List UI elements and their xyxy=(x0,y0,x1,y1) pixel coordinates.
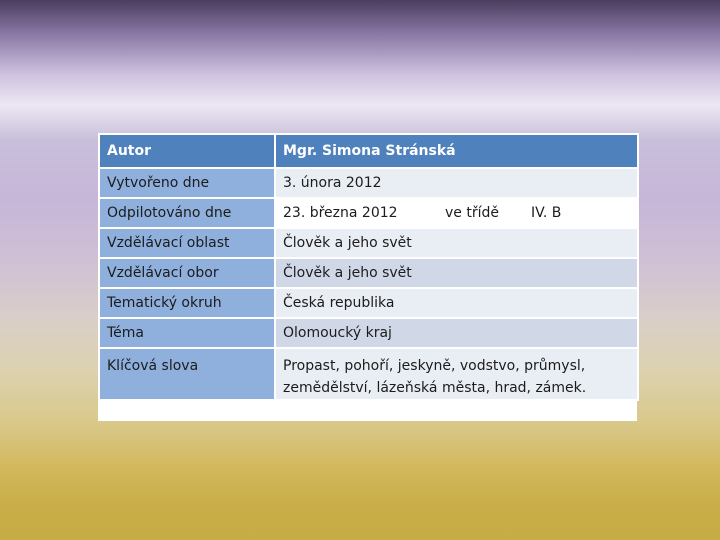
value-area: Člověk a jeho svět xyxy=(275,228,638,258)
label-class: ve třídě xyxy=(437,198,523,228)
label-author: Autor xyxy=(99,134,275,168)
info-table xyxy=(98,133,639,401)
table-row-theme xyxy=(99,318,638,348)
label-topic-area: Tematický okruh xyxy=(99,288,275,318)
value-author: Mgr. Simona Stránská xyxy=(275,134,638,168)
table-row-keywords xyxy=(99,348,638,400)
info-table-container xyxy=(98,133,637,421)
table-row-author xyxy=(99,134,638,168)
value-theme: Olomoucký kraj xyxy=(275,318,638,348)
label-theme: Téma xyxy=(99,318,275,348)
label-area: Vzdělávací oblast xyxy=(99,228,275,258)
table-row-piloted xyxy=(99,198,638,228)
table-row-field xyxy=(99,258,638,288)
value-topic-area: Česká republika xyxy=(275,288,638,318)
label-created: Vytvořeno dne xyxy=(99,168,275,198)
value-field: Člověk a jeho svět xyxy=(275,258,638,288)
value-class: IV. B xyxy=(523,198,638,228)
table-row-created xyxy=(99,168,638,198)
label-keywords: Klíčová slova xyxy=(99,348,275,400)
table-row-topic-area xyxy=(99,288,638,318)
value-created: 3. února 2012 xyxy=(275,168,638,198)
table-row-area xyxy=(99,228,638,258)
value-keywords: Propast, pohoří, jeskyně, vodstvo, průmysl, zemědělství, lázeňská města, hrad, zámek. xyxy=(275,348,638,400)
label-piloted: Odpilotováno dne xyxy=(99,198,275,228)
label-field: Vzdělávací obor xyxy=(99,258,275,288)
value-piloted: 23. března 2012 xyxy=(275,198,437,228)
